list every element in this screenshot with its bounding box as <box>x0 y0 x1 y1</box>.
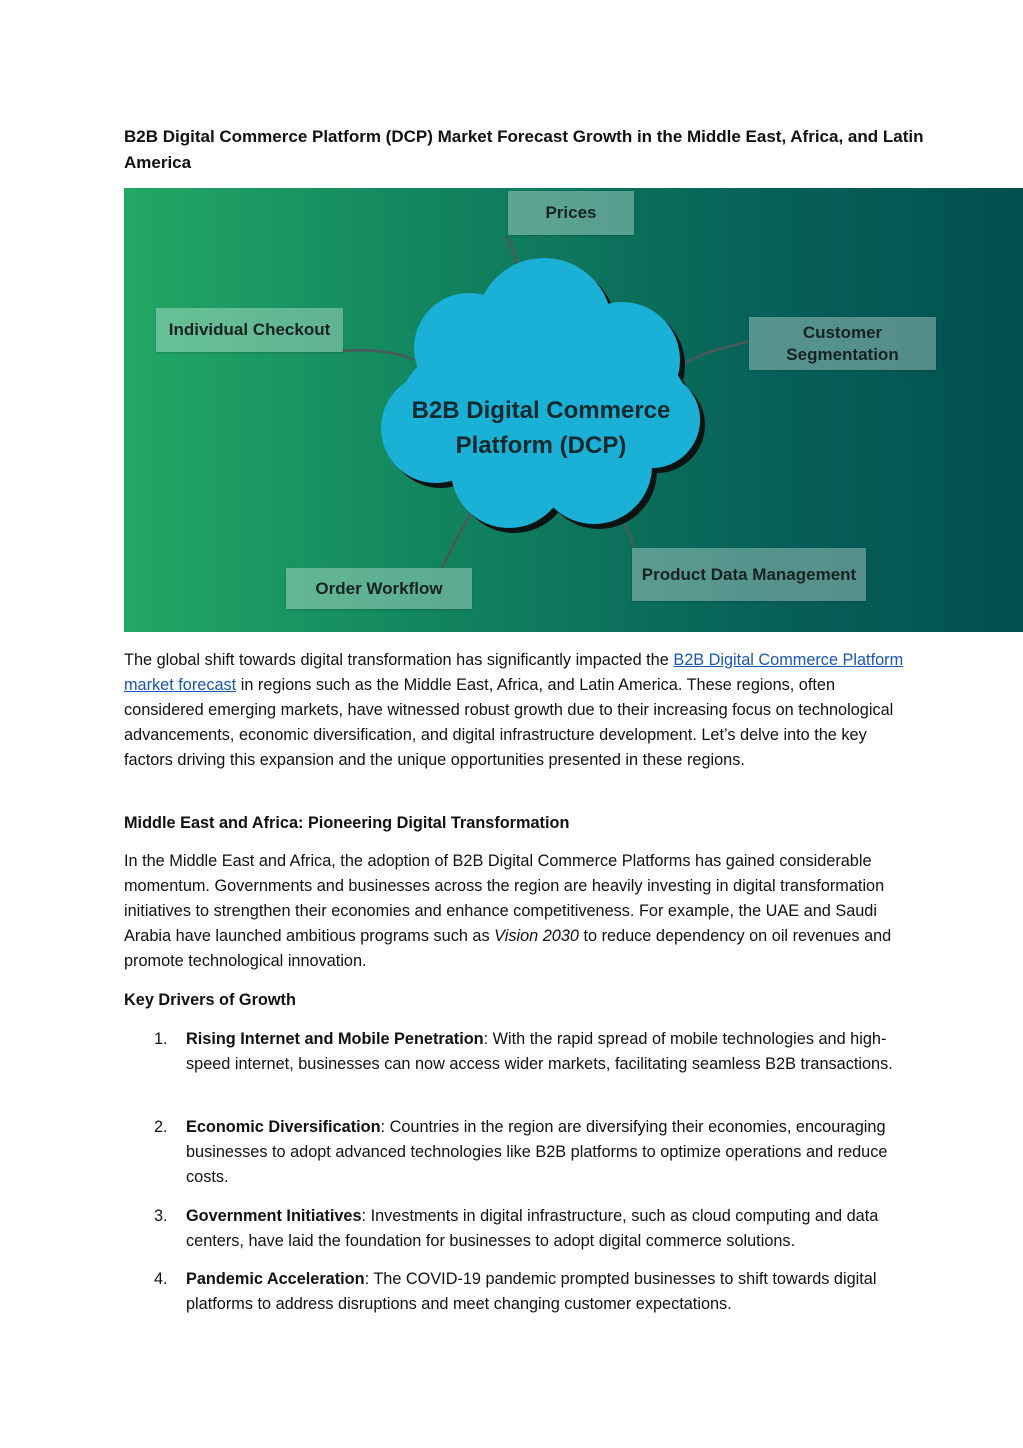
market-forecast-link[interactable]: B2B Digital Commerce Platform market forecast <box>124 651 904 694</box>
connector-individual-checkout <box>342 350 414 360</box>
list-number: 4. <box>154 1270 168 1288</box>
node-customer-segmentation: Customer Segmentation <box>749 317 936 370</box>
connector-customer-segmentation <box>680 341 749 366</box>
list-number: 1. <box>154 1030 168 1048</box>
list-item-text <box>186 1204 906 1254</box>
cloud-center-label: B2B Digital Commerce Platform (DCP) <box>411 397 671 459</box>
intro-paragraph <box>124 648 914 773</box>
list-number: 2. <box>154 1118 168 1136</box>
intro-text-end: in regions such as the Middle East, Africa, and Latin America. These regions, often considered emerging markets, have witnessed robust growth due to their increasing focus on technological advancements, economic diversification, and digital infrastructure development. Let’s delve into the key factors driving this expansion and the unique opportunities presented in these regions. <box>124 676 894 769</box>
mea-paragraph <box>124 849 914 974</box>
vision-2030-italic: Vision 2030 <box>494 927 579 945</box>
mea-text-start: In the Middle East and Africa, the adoption of B2B Digital Commerce Platforms has gained considerable momentum. Governments and businesses across the region are heavily investing in digital transformation initiatives to strengthen their economies and enhance competitiveness. For example, the UAE and Saudi Arabia have launched ambitious programs such as <box>124 852 885 945</box>
list-item-text <box>186 1267 906 1317</box>
node-individual-checkout: Individual Checkout <box>156 308 343 352</box>
list-item-title: Rising Internet and Mobile Penetration <box>186 1030 484 1048</box>
list-item-body: : The COVID-19 pandemic prompted businesses to shift towards digital platforms to address disruptions and meet changing customer expectations. <box>186 1270 877 1313</box>
list-item-title: Government Initiatives <box>186 1207 362 1225</box>
list-item-text <box>186 1115 906 1190</box>
mea-text-end: to reduce dependency on oil revenues and promote technological innovation. <box>124 927 892 970</box>
node-order-workflow: Order Workflow <box>286 568 472 609</box>
list-item-text <box>186 1027 906 1077</box>
dcp-diagram <box>124 188 1023 632</box>
list-item-body: : Investments in digital infrastructure, such as cloud computing and data centers, have laid the foundation for businesses to adopt digital commerce solutions. <box>186 1207 879 1250</box>
list-item-body: : With the rapid spread of mobile technologies and high-speed internet, businesses can now access wider markets, facilitating seamless B2B transactions. <box>186 1030 893 1073</box>
section-heading-drivers: Key Drivers of Growth <box>124 991 296 1009</box>
list-number: 3. <box>154 1207 168 1225</box>
node-product-data-management: Product Data Management <box>632 548 866 601</box>
list-item-title: Economic Diversification <box>186 1118 381 1136</box>
list-item-body: : Countries in the region are diversifying their economies, encouraging businesses to adopt advanced technologies like B2B platforms to optimize operations and reduce costs. <box>186 1118 888 1186</box>
list-item-title: Pandemic Acceleration <box>186 1270 365 1288</box>
section-heading-mea: Middle East and Africa: Pioneering Digital Transformation <box>124 814 570 832</box>
intro-text-start: The global shift towards digital transformation has significantly impacted the <box>124 651 674 669</box>
document-title: B2B Digital Commerce Platform (DCP) Market Forecast Growth in the Middle East, Africa, and Latin America <box>124 127 924 172</box>
node-prices: Prices <box>508 191 634 235</box>
